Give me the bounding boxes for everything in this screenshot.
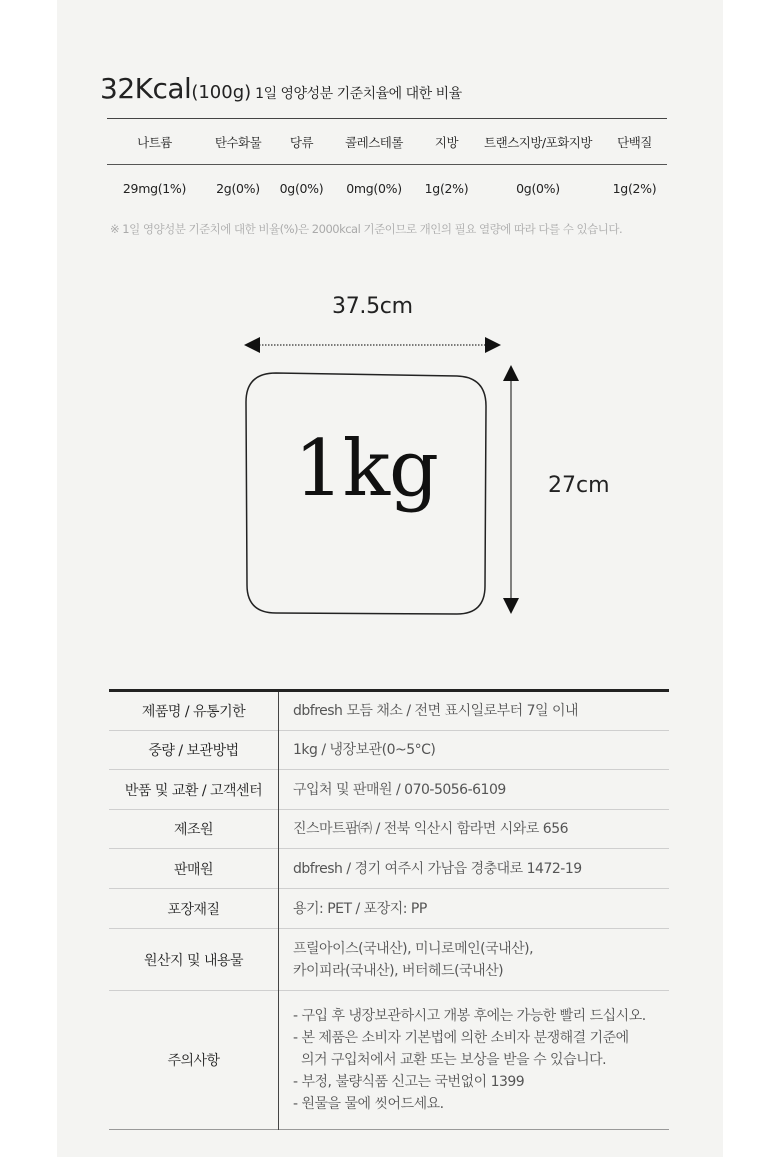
nutrition-note: ※ 1일 영양성분 기준치에 대한 비율(%)은 2000kcal 기준이므로 개인의 필요 열량에 따라 다를 수 있습니다.	[110, 222, 623, 236]
nutrition-column-header: 콜레스테롤	[329, 119, 419, 165]
row-value	[279, 991, 670, 1130]
calories-per: (100g)	[191, 82, 252, 103]
row-label: 판매원	[109, 849, 279, 889]
calories-value: 32Kcal	[100, 72, 192, 105]
row-label: 반품 및 교환 / 고객센터	[109, 770, 279, 810]
row-label: 주의사항	[109, 991, 279, 1130]
width-label: 37.5cm	[332, 294, 413, 319]
nutrition-heading	[100, 72, 462, 105]
row-value: 구입처 및 판매원 / 070-5056-6109	[293, 781, 506, 798]
row-value: 진스마트팜㈜ / 전북 익산시 함라면 시와로 656	[293, 821, 569, 837]
nutrition-column-header: 단백질	[602, 119, 667, 165]
nutrition-column-header: 나트륨	[107, 119, 202, 165]
nutrition-value: 29mg(1%)	[122, 180, 187, 196]
nutrition-value-row	[107, 165, 667, 212]
row-label: 제품명 / 유통기한	[109, 691, 279, 731]
table-row	[109, 991, 669, 1130]
nutrition-value: 1g(2%)	[612, 180, 657, 196]
row-value: 1kg / 냉장보관(0~5°C)	[293, 742, 436, 758]
origin-line: 카이피라(국내산), 버터헤드(국내산)	[293, 962, 504, 979]
caution-line: 의거 구입처에서 교환 또는 보상을 받을 수 있습니다.	[301, 1052, 607, 1068]
nutrition-value: 1g(2%)	[424, 180, 469, 196]
table-row	[109, 770, 669, 810]
nutrition-description: 1일 영양성분 기준치율에 대한 비율	[255, 86, 462, 102]
origin-line: 프릴아이스(국내산), 미니로메인(국내산),	[293, 940, 534, 957]
table-row	[109, 929, 669, 991]
table-row	[109, 849, 669, 889]
weight-label: 1kg	[294, 424, 438, 514]
table-row	[109, 731, 669, 770]
nutrition-value: 0g(0%)	[279, 180, 324, 196]
nutrition-column-header: 지방	[419, 119, 474, 165]
row-value: dbfresh 모듬 채소 / 전면 표시일로부터 7일 이내	[293, 703, 579, 719]
nutrition-table	[107, 118, 667, 211]
row-value: dbfresh / 경기 여주시 가남읍 경충대로 1472-19	[293, 860, 582, 877]
table-row	[109, 691, 669, 731]
caution-line: - 구입 후 냉장보관하시고 개봉 후에는 가능한 빨리 드십시오.	[293, 1008, 646, 1024]
row-value: 용기: PET / 포장지: PP	[293, 900, 427, 917]
product-info-table	[109, 689, 669, 1130]
table-row	[109, 810, 669, 849]
row-label: 포장재질	[109, 889, 279, 929]
nutrition-column-header: 당류	[274, 119, 329, 165]
caution-line: - 부정, 불량식품 신고는 국번없이 1399	[293, 1074, 525, 1090]
nutrition-value: 0mg(0%)	[346, 180, 402, 196]
caution-line: - 본 제품은 소비자 기본법에 의한 소비자 분쟁해결 기준에	[293, 1030, 629, 1046]
height-label: 27cm	[548, 473, 610, 498]
row-value	[279, 929, 670, 991]
row-label: 원산지 및 내용물	[109, 929, 279, 991]
nutrition-column-header: 트랜스지방/포화지방	[474, 119, 602, 165]
nutrition-value: 0g(0%)	[516, 180, 560, 196]
nutrition-header-row	[107, 119, 667, 165]
table-row	[109, 889, 669, 929]
caution-line: - 원물을 물에 씻어드세요.	[293, 1096, 444, 1112]
nutrition-column-header: 탄수화물	[202, 119, 274, 165]
nutrition-value: 2g(0%)	[216, 180, 260, 196]
row-label: 중량 / 보관방법	[109, 731, 279, 770]
row-label: 제조원	[109, 810, 279, 849]
